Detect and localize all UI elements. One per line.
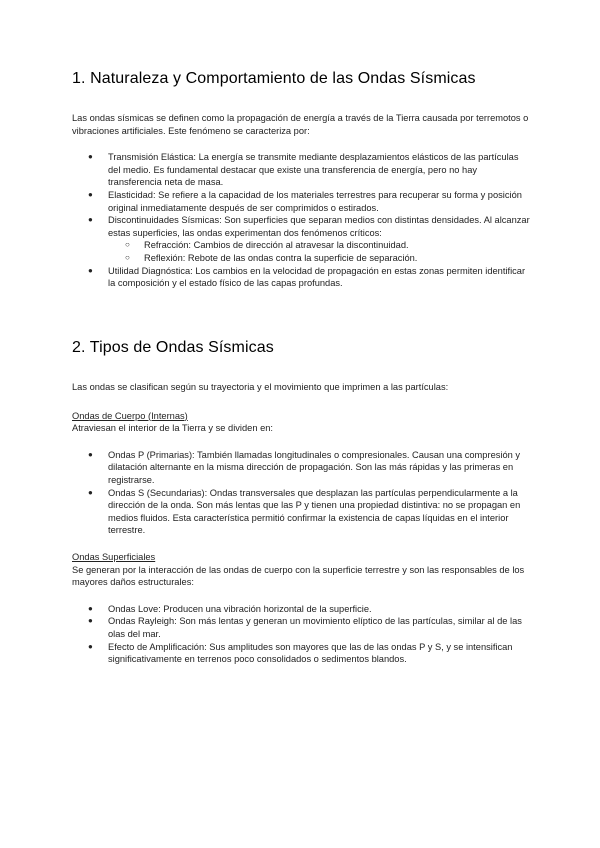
sub-list-item: ○ Refracción: Cambios de dirección al atravesar la discontinuidad. [125,240,409,251]
list-item: ● Ondas Love: Producen una vibración horizontal de la superficie. [88,603,372,614]
characteristics-list [72,151,532,290]
bullet-icon: ● [88,449,93,459]
list-item: ● Discontinuidades Sísmicas: Son superficies que separan medios con distintas densidades. Al alcanzar estas superficies, las ondas experimentan dos fenómenos críticos: ○ Refracción: Cambios de dirección al atravesar la discontinuidad. ○ Reflexión: Rebote de las ondas contra la superficie de separación. [72,214,532,264]
section-heading: 1. Naturaleza y Comportamiento de las Ondas Sísmicas [72,70,476,87]
body-waves-list [72,449,532,537]
bullet-icon: ● [88,152,93,162]
circle-bullet-icon: ○ [125,240,130,250]
list-item: ● Ondas S (Secundarias): Ondas transversales que desplazan las partículas perpendicularmente a la dirección de la onda. Son más lentas que las P y tienen una propiedad distintiva: no se propagan en medios fluidos. Esta característica permitió confirmar la existencia de capas líquidas en el interior terrestre. [88,487,521,536]
bullet-icon: ● [88,215,93,225]
subsection-title-body-waves: Ondas de Cuerpo (Internas) [72,410,188,421]
bullet-icon: ● [88,189,93,199]
bullet-icon: ● [88,487,93,497]
list-item: ● Efecto de Amplificación: Sus amplitudes son mayores que las de las ondas P y S, y se intensifican significativamente en terrenos poco consolidados o sedimentos blandos. [88,641,513,665]
section-heading: 2. Tipos de Ondas Sísmicas [72,339,274,356]
list-item: ● Ondas Rayleigh: Son más lentas y generan un movimiento elíptico de las partículas, similar al de las olas del mar. [88,616,522,639]
sub-list [108,239,532,264]
section-intro: Las ondas se clasifican según su trayectoria y el movimiento que imprimen a las partículas: [72,382,449,392]
sub-list-item: ○ Reflexión: Rebote de las ondas contra la superficie de separación. [125,252,418,263]
bullet-icon: ● [88,616,93,626]
bullet-icon: ● [88,603,93,613]
surface-waves-list [72,603,532,666]
subsection-desc: Atraviesan el interior de la Tierra y se dividen en: [72,423,274,434]
section-tipos [72,339,532,666]
list-item: ● Elasticidad: Se refiere a la capacidad de los materiales terrestres para recuperar su forma y posición original inmediatamente después de ser comprimidos o estirados. [88,189,522,213]
subsection-title-surface-waves: Ondas Superficiales [72,551,156,562]
circle-bullet-icon: ○ [125,252,130,262]
list-item: ● Utilidad Diagnóstica: Los cambios en la velocidad de propagación en estas zonas permiten identificar la composición y el estado físico de las capas profundas. [88,265,526,289]
list-item: ● Ondas P (Primarias): También llamadas longitudinales o compresionales. Causan una compresión y dilatación alternante en la misma dirección de propagación. Son las más rápidas y las primeras en registrarse. [88,449,521,485]
bullet-icon: ● [88,641,93,651]
bullet-icon: ● [88,265,93,275]
section-intro: Las ondas sísmicas se definen como la propagación de energía a través de la Tierra causada por terremotos o vibraciones artificiales. Este fenómeno se caracteriza por: [72,113,529,136]
section-naturaleza [72,70,532,290]
subsection-desc: Se generan por la interacción de las ondas de cuerpo con la superficie terrestre y son las responsables de los mayores daños estructurales: [72,564,525,588]
list-item: ● Transmisión Elástica: La energía se transmite mediante desplazamientos elásticos de las partículas del medio. Es fundamental destacar que existe una transferencia de energía, pero no hay transferencia neta de masa. [88,152,519,188]
